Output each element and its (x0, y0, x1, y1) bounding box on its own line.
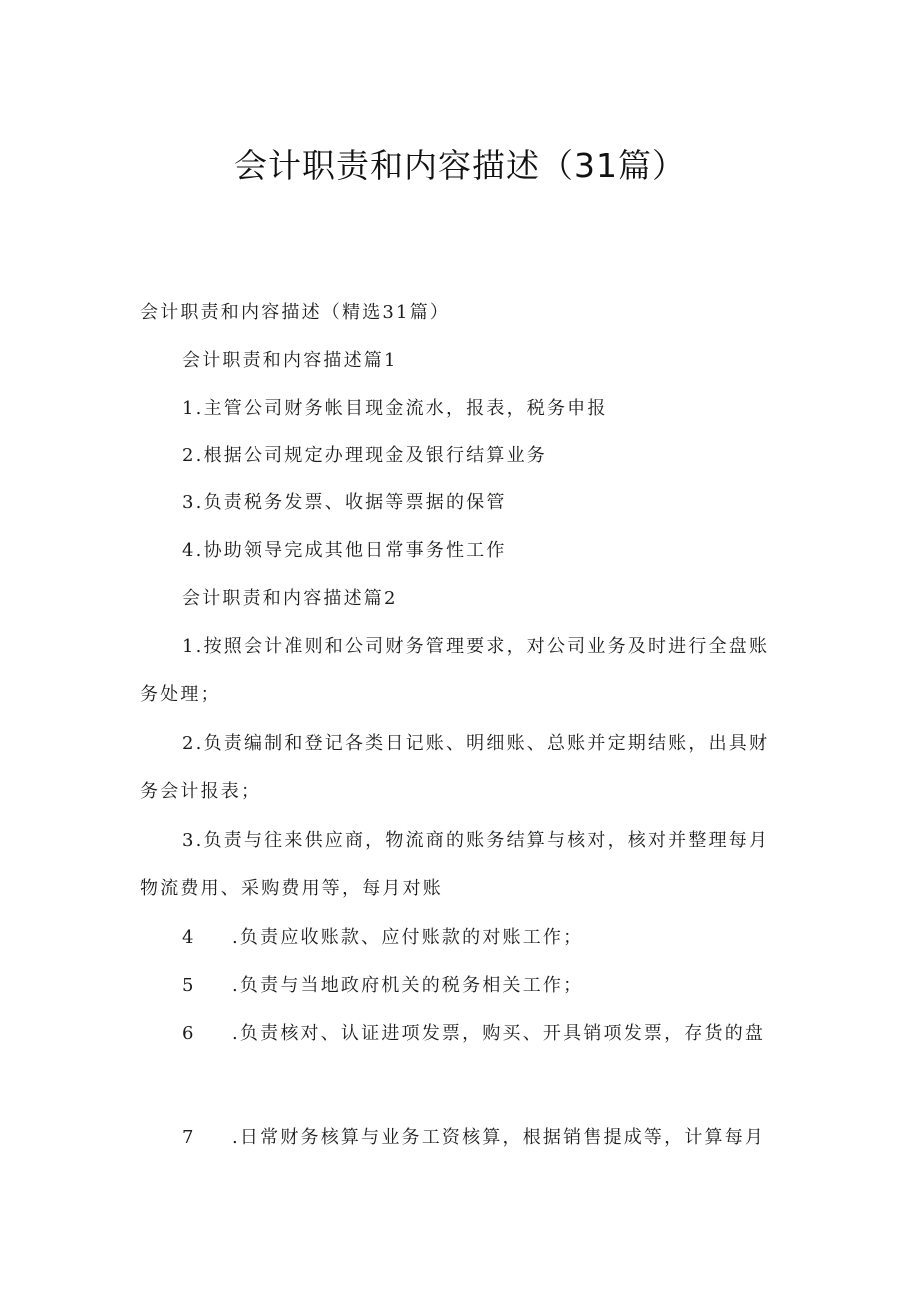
list-item (182, 971, 583, 997)
list-item-continuation: 务会计报表； (140, 781, 262, 802)
item-number: 5 (182, 975, 196, 996)
document-title: 会计职责和内容描述（31篇） (234, 146, 686, 185)
item-text: .负责税务发票、收据等票据的保管 (195, 492, 507, 513)
item-number: 4 (182, 927, 196, 948)
item-text: .主管公司财务帐目现金流水，报表，税务申报 (195, 398, 608, 419)
item-number: 3 (182, 830, 196, 851)
item-number: 1 (182, 636, 196, 657)
list-item (182, 632, 769, 658)
item-text: .负责应收账款、应付账款的对账工作； (232, 927, 584, 948)
list-item (182, 536, 507, 562)
item-text: .负责编制和登记各类日记账、明细账、总账并定期结账，出具财 (195, 733, 770, 754)
item-text: .按照会计准则和公司财务管理要求，对公司业务及时进行全盘账 (195, 636, 770, 657)
item-text: .协助领导完成其他日常事务性工作 (195, 540, 507, 561)
item-number: 7 (182, 1127, 196, 1148)
section-heading: 会计职责和内容描述篇2 (182, 588, 398, 609)
list-item (182, 1123, 765, 1149)
item-number: 2 (182, 733, 196, 754)
item-text: .负责与当地政府机关的税务相关工作； (232, 975, 584, 996)
list-item (182, 488, 507, 514)
list-item-continuation: 物流费用、采购费用等，每月对账 (140, 878, 443, 899)
list-item (182, 1019, 765, 1045)
list-item (182, 441, 547, 467)
item-number: 6 (182, 1023, 196, 1044)
item-text: .日常财务核算与业务工资核算，根据销售提成等，计算每月 (232, 1127, 766, 1148)
item-number: 4 (182, 540, 196, 561)
item-number: 3 (182, 492, 196, 513)
intro-line: 会计职责和内容描述（精选31篇） (140, 302, 451, 323)
item-text: .负责与往来供应商，物流商的账务结算与核对，核对并整理每月 (195, 830, 770, 851)
item-text: .负责核对、认证进项发票，购买、开具销项发票，存货的盘 (232, 1023, 766, 1044)
list-item (182, 923, 583, 949)
list-item-continuation: 务处理； (140, 684, 221, 705)
item-number: 2 (182, 445, 196, 466)
item-text: .根据公司规定办理现金及银行结算业务 (195, 445, 547, 466)
list-item (182, 394, 608, 420)
item-number: 1 (182, 398, 196, 419)
list-item (182, 729, 769, 755)
list-item (182, 826, 769, 852)
section-heading: 会计职责和内容描述篇1 (182, 350, 398, 371)
